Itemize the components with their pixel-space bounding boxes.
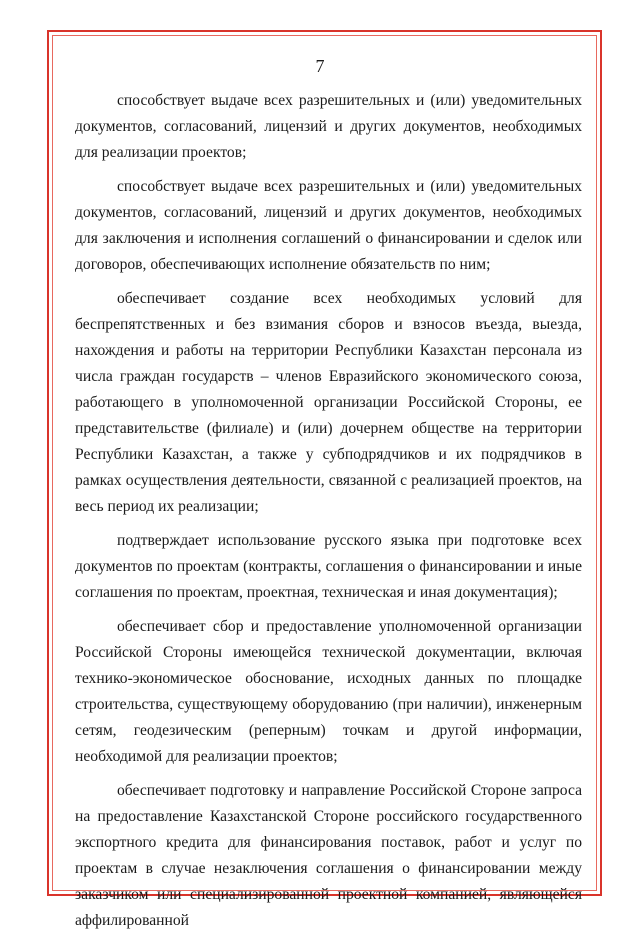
- page-number: 7: [315, 56, 325, 76]
- paragraph: обеспечивает создание всех необходимых условий для беспрепятственных и без взимания сборов и взносов въезда, выезда, нахождения и работы на территории Республики Казахстан персонала из числа граждан государств – членов Евразийского экономического союза, работающего в уполномоченной организации Российской Стороны, ее представительстве (филиале) и (или) дочернем обществе на территории Республики Казахстан, а также у субподрядчиков и их подрядчиков в рамках осуществления деятельности, связанной с реализацией проектов, на весь период их реализации;: [75, 290, 582, 515]
- paragraph: обеспечивает подготовку и направление Российской Стороне запроса на предоставление Казахстанской Стороне российского государственного экспортного кредита для финансирования поставок, работ и услуг по проектам в случае незаключения соглашения о финансировании между заказчиком или специализированной проектной компанией, являющейся аффилированной: [75, 782, 582, 929]
- paragraph: способствует выдаче всех разрешительных и (или) уведомительных документов, согласований, лицензий и других документов, необходимых для заключения и исполнения соглашений о финансировании и сделок или договоров, обеспечивающих исполнение обязательств по ним;: [75, 178, 582, 273]
- paragraph: обеспечивает сбор и предоставление уполномоченной организации Российской Стороны имеющейся технической документации, включая технико-экономическое обоснование, исходных данных по площадке строительства, существующему оборудованию (при наличии), инженерным сетям, геодезическим (реперным) точкам и другой информации, необходимой для реализации проектов;: [75, 618, 582, 765]
- paragraph: подтверждает использование русского языка при подготовке всех документов по проектам (контракты, соглашения о финансировании и иные соглашения по проектам, проектная, техническая и иная документация);: [75, 532, 582, 601]
- document-body: [75, 88, 582, 934]
- paragraph: способствует выдаче всех разрешительных и (или) уведомительных документов, согласований, лицензий и других документов, необходимых для реализации проектов;: [75, 92, 582, 161]
